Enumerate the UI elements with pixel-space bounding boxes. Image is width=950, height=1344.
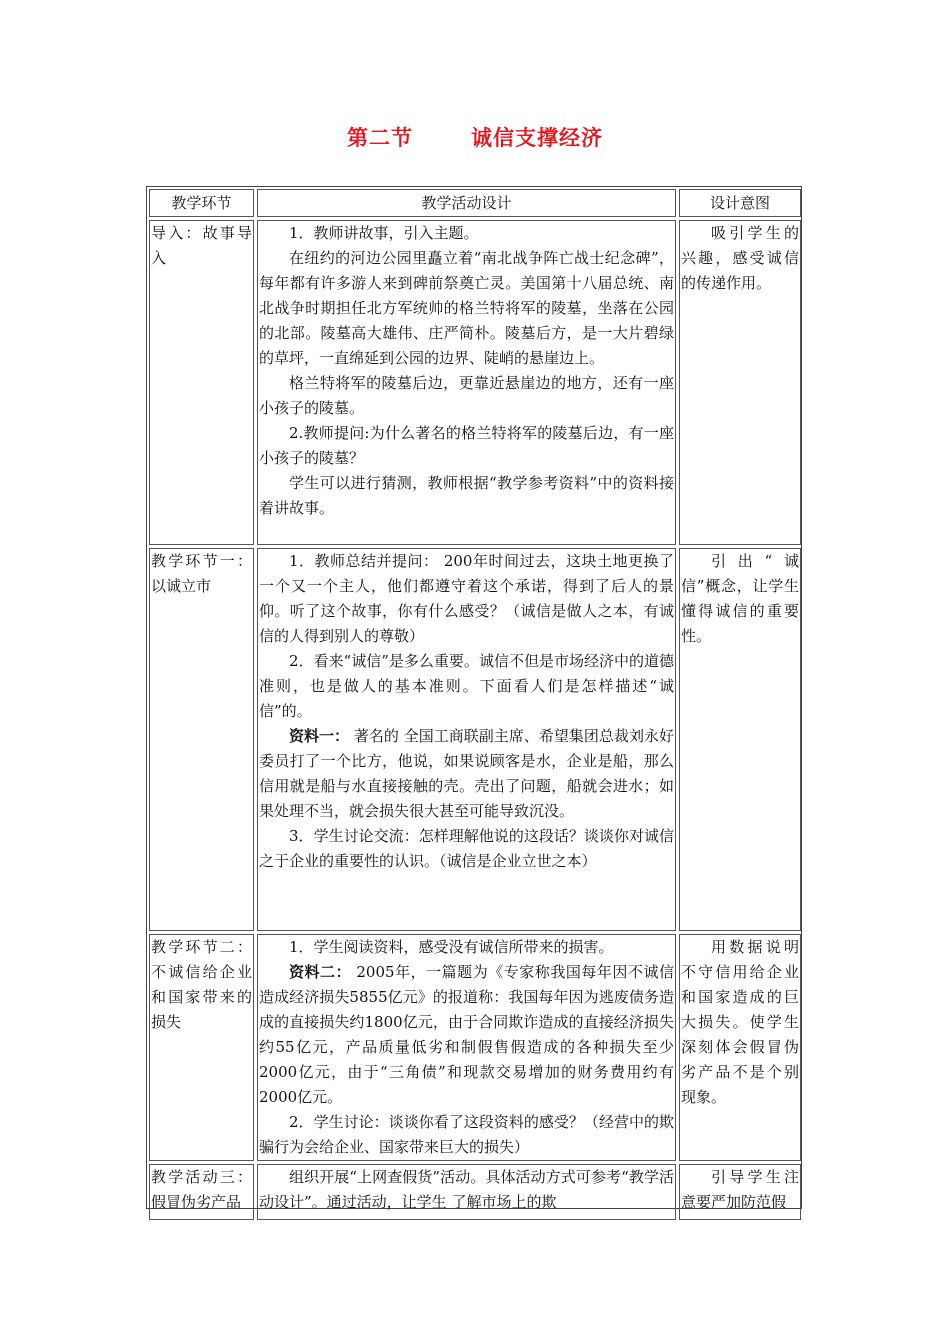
material-text: 2005年，一篇题为《专家称我国每年因不诚信造成经济损失5855亿元》的报道称：我国每年因为逃废债务造成的直接损失约1800亿元，由于合同欺诈造成的直接经济损失约55亿元，产品质量低劣和制假售假造成的各种损失至少2000亿元，由于“三角债”和现款交易增加的财务费用约有2000亿元。 [259,963,674,1106]
table-row [149,220,801,545]
material-text: 著名的 全国工商联副主席、希望集团总裁刘永好委员打了一个比方，他说，如果说顾客是水，企业是船，那么信用就是船与水直接接触的壳。壳出了问题，船就会进水；如果处理不当，就会损失很大甚至可能导致沉没。 [259,727,674,820]
section-title: 诚信支撑经济 [471,125,603,150]
activity-cell [257,1164,676,1220]
paragraph: 2．看来“诚信”是多么重要。诚信不但是市场经济中的道德准则，也是做人的基本准则。下面看人们是怎样描述“诚信”的。 [259,652,674,720]
paragraph: 组织开展“上网查假货”活动。具体活动方式可参考“教学活动设计”。通过活动，让学生 了解市场上的欺 [259,1168,674,1211]
header-stage: 教学环节 [149,189,254,217]
table-row [149,548,801,931]
material-paragraph [259,960,674,1110]
paragraph: 在纽约的河边公园里矗立着“南北战争阵亡战士纪念碑”，每年都有许多游人来到碑前祭奠亡灵。美国第十八届总统、南北战争时期担任北方军统帅的格兰特将军的陵墓，坐落在公园的北部。陵墓高大雄伟、庄严简朴。陵墓后方，是一大片碧绿的草坪，一直绵延到公园的边界、陡峭的悬崖边上。 [259,249,674,367]
header-intent: 设计意图 [679,189,801,217]
stage-cell: 导入：故事导入 [149,220,254,545]
material-paragraph [259,724,674,824]
intent-cell: 引导学生注意要严加防范假 [679,1164,801,1220]
stage-cell: 教学环节二：不诚信给企业和国家带来的损失 [149,934,254,1161]
paragraph: 学生可以进行猜测，教师根据“教学参考资料”中的资料接着讲故事。 [259,474,674,517]
paragraph: 2．学生讨论：谈谈你看了这段资料的感受？（经营中的欺骗行为会给企业、国家带来巨大的损失） [259,1113,674,1156]
table-row [149,934,801,1161]
activity-cell [257,548,676,931]
intent-cell: 引出“诚信”概念，让学生懂得诚信的重要性。 [679,548,801,931]
paragraph: 3．学生讨论交流：怎样理解他说的这段话？谈谈你对诚信之于企业的重要性的认识。（诚信是企业立世之本） [259,827,674,870]
intent-cell: 吸引学生的兴趣，感受诚信的传递作用。 [679,220,801,545]
activity-cell [257,220,676,545]
table-header-row [149,189,801,217]
lesson-plan-table [146,186,804,1223]
paragraph: 1．教师总结并提问： 200年时间过去，这块土地更换了一个又一个主人，他们都遵守着这个承诺，得到了后人的景仰。听了这个故事，你有什么感受？（诚信是做人之本，有诚信的人得到别人的尊敬） [259,552,674,645]
header-activity: 教学活动设计 [257,189,676,217]
section-number: 第二节 [347,125,413,150]
stage-cell: 教学环节一：以诚立市 [149,548,254,931]
table-row [149,1164,801,1220]
intent-cell: 用数据说明不守信用给企业和国家造成的巨大损失。使学生深刻体会假冒伪劣产品不是个别现象。 [679,934,801,1161]
stage-cell: 教学活动三：假冒伪劣产品 [149,1164,254,1220]
paragraph: 格兰特将军的陵墓后边，更靠近悬崖边的地方，还有一座小孩子的陵墓。 [259,374,674,417]
paragraph: 1．学生阅读资料，感受没有诚信所带来的损害。 [289,938,614,956]
material-label: 资料一： [289,727,350,745]
activity-cell [257,934,676,1161]
material-label: 资料二： [289,963,352,981]
page-title [0,122,950,152]
paragraph: 1．教师讲故事，引入主题。 [289,224,479,242]
paragraph: 2.教师提问:为什么著名的格兰特将军的陵墓后边，有一座小孩子的陵墓？ [259,424,674,467]
